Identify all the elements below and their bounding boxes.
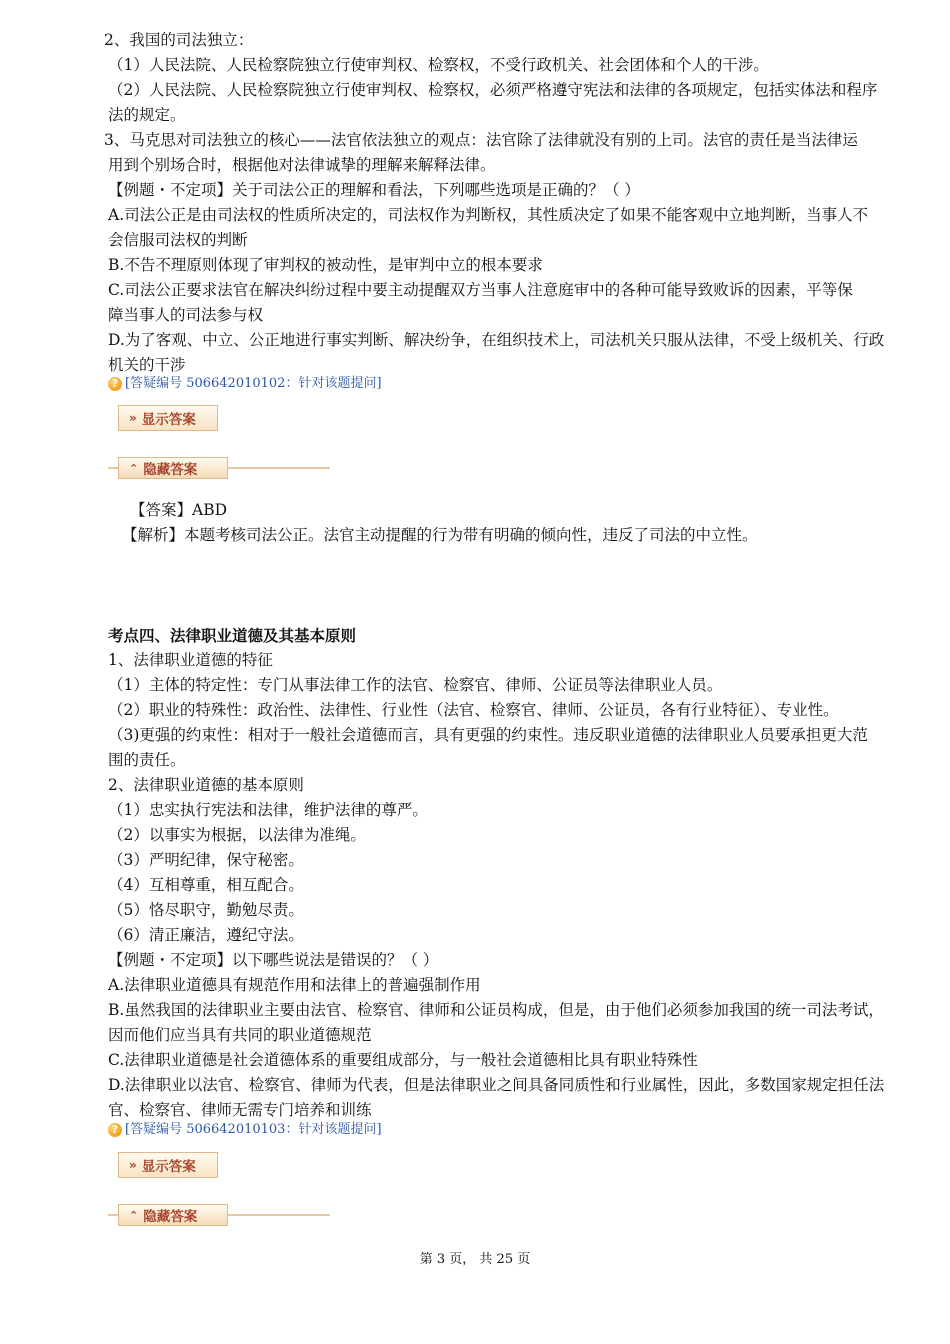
option-c: C.法律职业道德是社会道德体系的重要组成部分，与一般社会道德相比具有职业特殊性: [108, 1051, 698, 1069]
text-line: 用到个别场合时，根据他对法律诚挚的理解来解释法律。: [108, 156, 496, 174]
ask-question-link[interactable]: [108, 374, 382, 394]
ask-question-label: [答疑编号 506642010102：针对该题提问]: [125, 376, 382, 391]
hide-answer-bar: [108, 457, 330, 479]
text-line: （2）以事实为根据，以法律为准绳。: [108, 826, 366, 844]
text-line: （5）恪尽职守，勤勉尽责。: [108, 901, 304, 919]
option-a: A.法律职业道德具有规范作用和法律上的普遍强制作用: [108, 976, 481, 994]
text-line: （3）严明纪律，保守秘密。: [108, 851, 304, 869]
example-question-heading: 【例题・不定项】以下哪些说法是错误的？（ ）: [108, 951, 439, 969]
text-line: 法的规定。: [108, 106, 186, 124]
option-a: A.司法公正是由司法权的性质所决定的，司法权作为判断权，其性质决定了如果不能客观中立地判断，当事人不: [108, 206, 869, 224]
option-d: D.法律职业以法官、检察官、律师为代表，但是法律职业之间具备同质性和行业属性，因此，多数国家规定担任法: [108, 1076, 885, 1094]
hide-answer-bar: [108, 1204, 330, 1226]
text-line: 围的责任。: [108, 751, 186, 769]
text-line: （2）职业的特殊性：政治性、法律性、行业性（法官、检察官、律师、公证员，各有行业特征）、专业性。: [108, 701, 839, 719]
text-line: （4）互相尊重，相互配合。: [108, 876, 304, 894]
text-line: （6）清正廉洁，遵纪守法。: [108, 926, 304, 944]
option-b: B.虽然我国的法律职业主要由法官、检察官、律师和公证员构成，但是，由于他们必须参加我国的统一司法考试，: [108, 1001, 884, 1019]
hide-answer-label: 隐藏答案: [143, 462, 198, 478]
option-d-cont: 官、检察官、律师无需专门培养和训练: [108, 1101, 372, 1119]
text-line: （3)更强的约束性：相对于一般社会道德而言，具有更强的约束性。违反职业道德的法律职业人员要承担更大范: [108, 726, 868, 744]
text-line: （2）人民法院、人民检察院独立行使审判权、检察权，必须严格遵守宪法和法律的各项规定，包括实体法和程序: [108, 81, 878, 99]
option-b-cont: 因而他们应当具有共同的职业道德规范: [108, 1026, 372, 1044]
page-footer: 第 3 页， 共 25 页: [419, 1252, 531, 1267]
question-icon: ?: [108, 1123, 122, 1137]
text-line: （1）忠实执行宪法和法律，维护法律的尊严。: [108, 801, 428, 819]
text-line: （1）主体的特定性：专门从事法律工作的法官、检察官、律师、公证员等法律职业人员。: [108, 676, 723, 694]
hide-answer-button[interactable]: [118, 1204, 228, 1226]
ask-question-link[interactable]: [108, 1120, 382, 1140]
text-line: 3、马克思对司法独立的核心——法官依法独立的观点：法官除了法律就没有别的上司。法官的责任是当法律运: [104, 131, 858, 149]
section-title: 考点四、法律职业道德及其基本原则: [108, 626, 357, 645]
text-line: （1）人民法院、人民检察院独立行使审判权、检察权，不受行政机关、社会团体和个人的干涉。: [108, 56, 769, 74]
double-chevron-right-icon: »: [129, 1158, 137, 1172]
analysis-text: 【解析】本题考核司法公正。法官主动提醒的行为带有明确的倾向性，违反了司法的中立性。: [122, 526, 758, 544]
option-b: B.不告不理原则体现了审判权的被动性，是审判中立的根本要求: [108, 256, 543, 274]
show-answer-button[interactable]: [118, 1152, 218, 1178]
double-chevron-up-icon: ⌃: [129, 1208, 139, 1222]
text-line: 2、我国的司法独立：: [104, 31, 254, 49]
show-answer-label: 显示答案: [141, 412, 196, 428]
answer-text: 【答案】ABD: [130, 501, 228, 519]
option-d-cont: 机关的干涉: [108, 356, 186, 374]
option-a-cont: 会信服司法权的判断: [108, 231, 248, 249]
option-d: D.为了客观、中立、公正地进行事实判断、解决纷争，在组织技术上，司法机关只服从法律，不受上级机关、行政: [108, 331, 885, 349]
hide-answer-label: 隐藏答案: [143, 1209, 198, 1225]
ask-question-label: [答疑编号 506642010103：针对该题提问]: [125, 1122, 382, 1137]
text-line: 2、法律职业道德的基本原则: [108, 776, 304, 794]
hide-answer-button[interactable]: [118, 457, 228, 479]
double-chevron-right-icon: »: [129, 411, 137, 425]
show-answer-button[interactable]: [118, 405, 218, 431]
option-c-cont: 障当事人的司法参与权: [108, 306, 264, 324]
double-chevron-up-icon: ⌃: [129, 461, 139, 475]
option-c: C.司法公正要求法官在解决纠纷过程中要主动提醒双方当事人注意庭审中的各种可能导致败诉的因素，平等保: [108, 281, 853, 299]
show-answer-label: 显示答案: [141, 1159, 196, 1175]
text-line: 1、法律职业道德的特征: [108, 651, 273, 669]
question-icon: ?: [108, 377, 122, 391]
example-question-heading: 【例题・不定项】关于司法公正的理解和看法，下列哪些选项是正确的？（ ）: [108, 181, 640, 199]
